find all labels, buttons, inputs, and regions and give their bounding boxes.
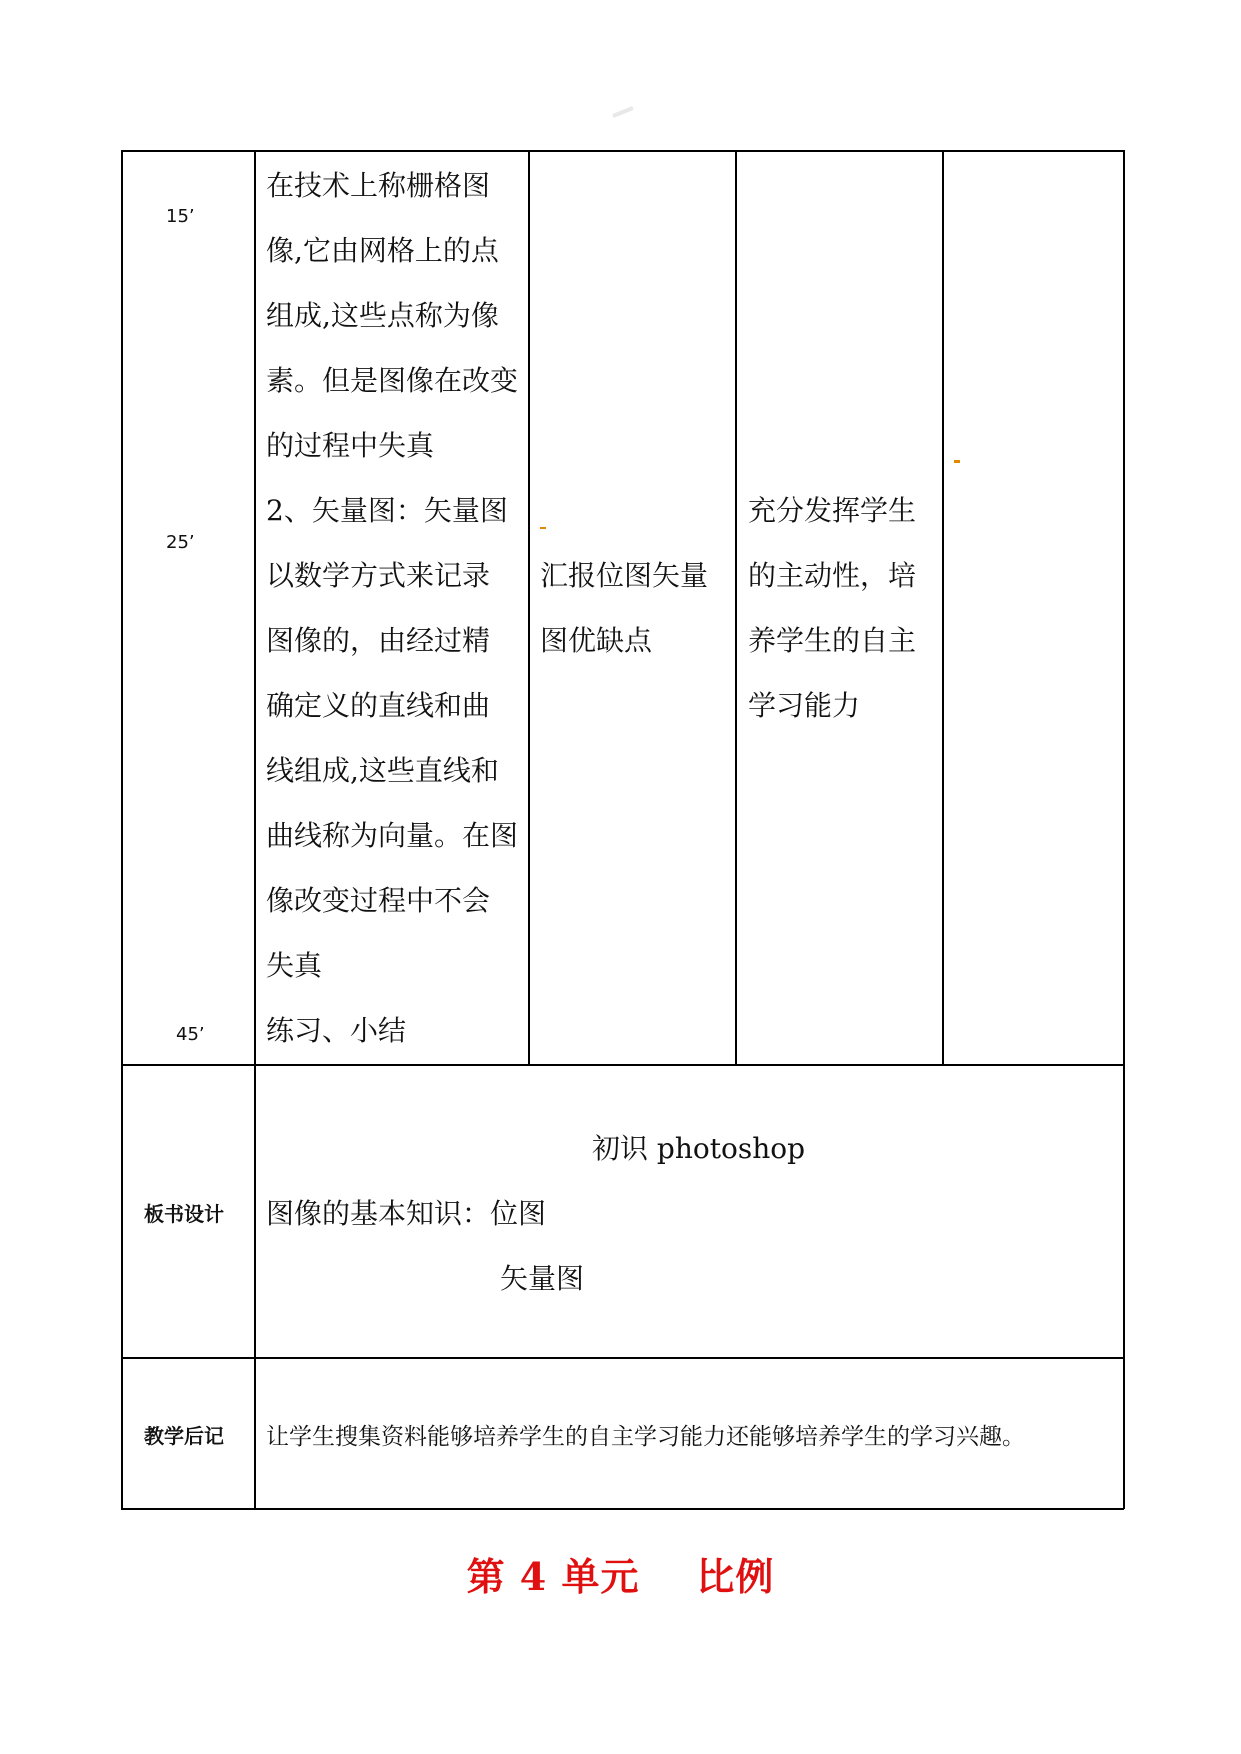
unit-title: 第 4 单元 比例: [466, 1554, 775, 1599]
activity-line: 汇报位图矢量: [540, 559, 709, 592]
content-column: [266, 153, 518, 1063]
design-intent-column: [748, 478, 916, 738]
table-right-border: [1123, 150, 1125, 1509]
edit-mark: [954, 460, 960, 463]
board-design-line2: 矢量图: [500, 1262, 585, 1295]
board-design-label: 板书设计: [144, 1202, 224, 1226]
table-left-border: [121, 150, 123, 1509]
intent-line: 养学生的自主: [748, 624, 917, 657]
table-top-border: [121, 150, 1124, 152]
content-line: 2、矢量图：矢量图: [266, 494, 508, 527]
time-marker-15: 15’: [166, 206, 195, 227]
column-divider-content: [528, 150, 530, 1065]
intent-line: 的主动性，培: [748, 559, 917, 592]
content-line: 的过程中失真: [266, 429, 435, 462]
time-marker-25: 25’: [166, 532, 195, 553]
content-line: 图像的，由经过精: [266, 624, 491, 657]
column-divider-intent: [942, 150, 944, 1065]
board-design-title: 初识 photoshop: [592, 1132, 806, 1165]
content-line: 素。但是图像在改变: [266, 364, 519, 397]
table-bottom-border: [121, 1508, 1124, 1510]
content-line: 像改变过程中不会: [266, 884, 491, 917]
content-line: 曲线称为向量。在图: [266, 819, 519, 852]
student-activity-column: [540, 543, 708, 673]
content-line: 像,它由网格上的点: [266, 234, 499, 267]
column-divider-activity: [735, 150, 737, 1065]
activity-line: 图优缺点: [540, 624, 653, 657]
content-line: 线组成,这些直线和: [266, 754, 499, 787]
time-marker-45: 45’: [176, 1024, 205, 1045]
content-line: 组成,这些点称为像: [266, 299, 499, 332]
scan-smudge: [612, 106, 634, 118]
row-divider-1: [121, 1064, 1124, 1066]
teaching-notes-text: 让学生搜集资料能够培养学生的自主学习能力还能够培养学生的学习兴趣。: [266, 1424, 1025, 1450]
edit-mark: [540, 527, 546, 529]
intent-line: 学习能力: [748, 689, 861, 722]
teaching-notes-label: 教学后记: [144, 1424, 224, 1448]
label-column-divider: [254, 150, 256, 1509]
intent-line: 充分发挥学生: [748, 494, 917, 527]
board-design-line1: 图像的基本知识：位图: [266, 1197, 547, 1230]
row-divider-2: [121, 1357, 1124, 1359]
content-line: 以数学方式来记录: [266, 559, 491, 592]
content-line: 确定义的直线和曲: [266, 689, 491, 722]
content-line: 失真: [266, 949, 323, 982]
content-line: 练习、小结: [266, 1014, 407, 1047]
content-line: 在技术上称栅格图: [266, 169, 491, 202]
